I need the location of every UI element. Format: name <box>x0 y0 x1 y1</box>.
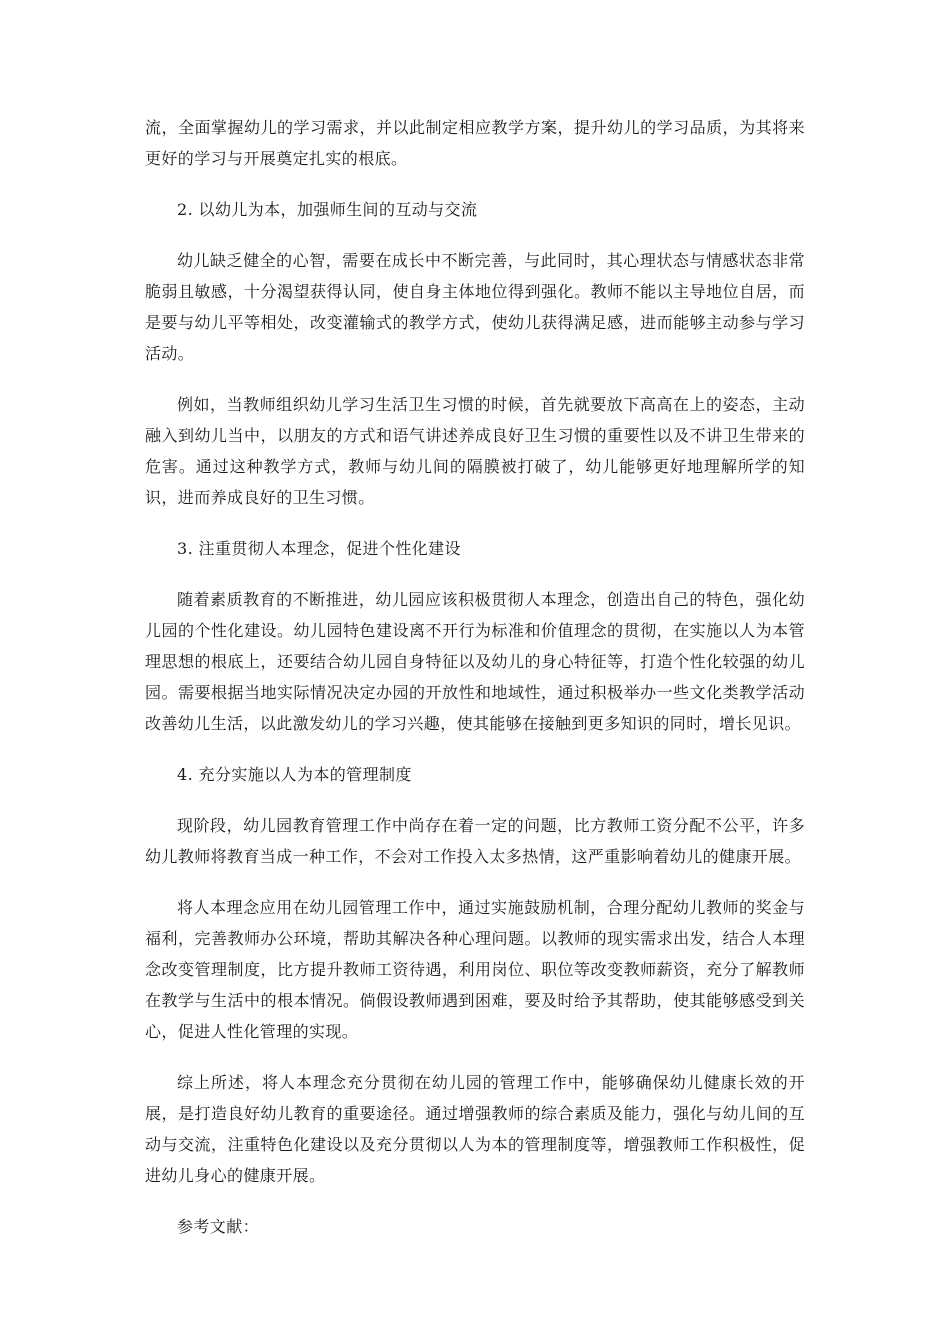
section-heading-4: 4. 充分实施以人为本的管理制度 <box>177 765 412 784</box>
section-heading-2: 2. 以幼儿为本，加强师生间的互动与交流 <box>177 200 478 219</box>
document-body <box>145 112 805 1262</box>
paragraph: 随着素质教育的不断推进，幼儿园应该积极贯彻人本理念，创造出自己的特色，强化幼儿园的个性化建设。幼儿园特色建设离不开行为标准和价值理念的贯彻，在实施以人为本管理思想的根底上，还要结合幼儿园自身特征以及幼儿的身心特征等，打造个性化较强的幼儿园。需要根据当地实际情况决定办园的开放性和地域性，通过积极举办一些文化类教学活动改善幼儿生活，以此激发幼儿的学习兴趣，使其能够在接触到更多知识的同时，增长见识。 <box>145 590 805 733</box>
paragraph: 将人本理念应用在幼儿园管理工作中，通过实施鼓励机制，合理分配幼儿教师的奖金与福利，完善教师办公环境，帮助其解决各种心理问题。以教师的现实需求出发，结合人本理念改变管理制度，比方提升教师工资待遇，利用岗位、职位等改变教师薪资，充分了解教师在教学与生活中的根本情况。倘假设教师遇到困难，要及时给予其帮助，使其能够感受到关心，促进人性化管理的实现。 <box>145 898 805 1041</box>
references-heading: 参考文献： <box>177 1217 260 1236</box>
section-heading-3: 3. 注重贯彻人本理念，促进个性化建设 <box>177 539 461 558</box>
paragraph: 现阶段，幼儿园教育管理工作中尚存在着一定的问题，比方教师工资分配不公平，许多幼儿教师将教育当成一种工作，不会对工作投入太多热情，这严重影响着幼儿的健康开展。 <box>145 816 805 866</box>
paragraph: 综上所述，将人本理念充分贯彻在幼儿园的管理工作中，能够确保幼儿健康长效的开展，是打造良好幼儿教育的重要途径。通过增强教师的综合素质及能力，强化与幼儿间的互动与交流，注重特色化建设以及充分贯彻以人为本的管理制度等，增强教师工作积极性，促进幼儿身心的健康开展。 <box>145 1073 805 1185</box>
paragraph: 幼儿缺乏健全的心智，需要在成长中不断完善，与此同时，其心理状态与情感状态非常脆弱且敏感，十分渴望获得认同，使自身主体地位得到强化。教师不能以主导地位自居，而是要与幼儿平等相处，改变灌输式的教学方式，使幼儿获得满足感，进而能够主动参与学习活动。 <box>145 251 805 363</box>
paragraph: 例如，当教师组织幼儿学习生活卫生习惯的时候，首先就要放下高高在上的姿态，主动融入到幼儿当中，以朋友的方式和语气讲述养成良好卫生习惯的重要性以及不讲卫生带来的危害。通过这种教学方式，教师与幼儿间的隔膜被打破了，幼儿能够更好地理解所学的知识，进而养成良好的卫生习惯。 <box>145 395 805 507</box>
paragraph-continuation: 流，全面掌握幼儿的学习需求，并以此制定相应教学方案，提升幼儿的学习品质，为其将来更好的学习与开展奠定扎实的根底。 <box>145 118 805 168</box>
